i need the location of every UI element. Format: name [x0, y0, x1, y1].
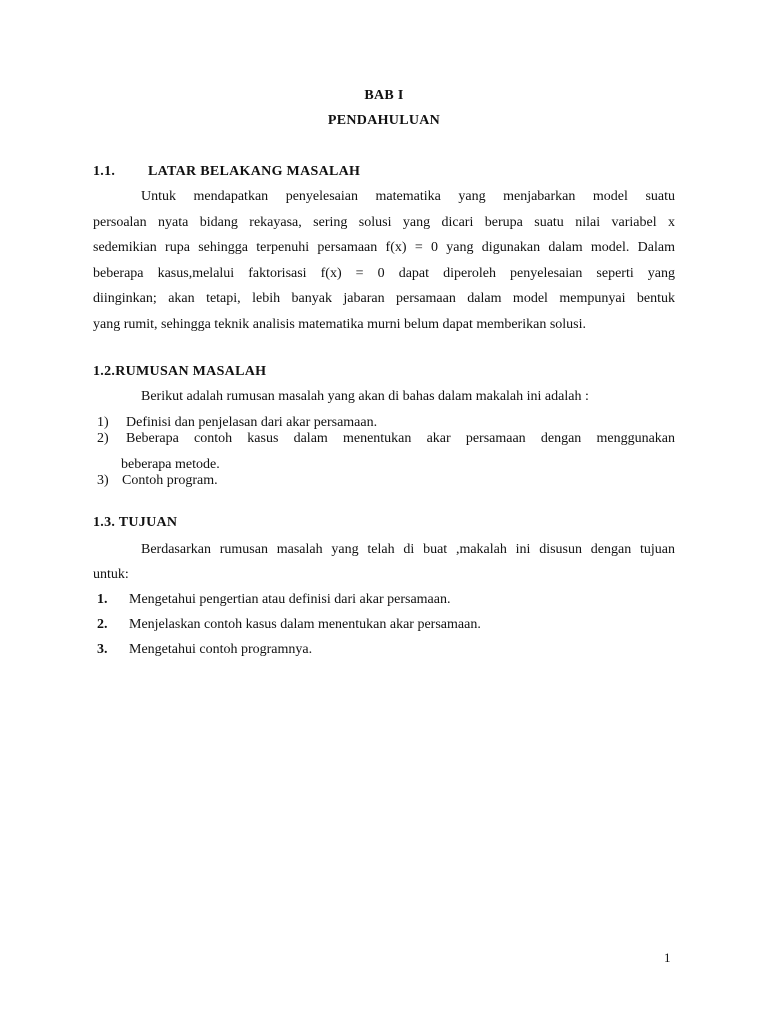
paragraph-line: yang rumit, sehingga teknik analisis matematika murni belum dapat memberikan solusi. [93, 316, 587, 332]
goal-number: 2. [97, 617, 108, 632]
chapter-title: BAB I [364, 88, 404, 103]
section-3-intro-continuation: untuk: [93, 567, 129, 582]
list-item-text: Beberapa contoh kasus dalam menentukan akar persamaan dengan menggunakan [126, 431, 675, 446]
goal-number: 3. [97, 642, 108, 657]
goal-text: Mengetahui contoh programnya. [129, 642, 313, 657]
goal-text: Mengetahui pengertian atau definisi dari akar persamaan. [129, 592, 451, 607]
section-1-paragraph [93, 184, 675, 337]
chapter-subtitle: PENDAHULUAN [327, 113, 441, 128]
page-number: 1 [664, 950, 671, 965]
section-3-intro: Berdasarkan rumusan masalah yang telah di buat ,makalah ini disusun dengan tujuan [141, 542, 675, 557]
paragraph-line: diinginkan; akan tetapi, lebih banyak jabaran persamaan dalam model mempunyai bentuk [93, 291, 675, 306]
section-3-heading: 1.3. TUJUAN [93, 515, 178, 530]
section-2-heading: 1.2.RUMUSAN MASALAH [93, 364, 267, 379]
list-item-text: Definisi dan penjelasan dari akar persamaan. [126, 415, 378, 430]
section-2-intro: Berikut adalah rumusan masalah yang akan di bahas dalam makalah ini adalah : [141, 389, 589, 404]
list-item-text: Contoh program. [122, 473, 218, 488]
paragraph-line: beberapa kasus,melalui faktorisasi f(x) = 0 dapat diperoleh penyelesaian seperti yang [93, 265, 675, 281]
section-1-number: 1.1. [93, 164, 116, 179]
paragraph-line: sedemikian rupa sehingga terpenuhi persamaan f(x) = 0 yang digunakan dalam model. Dalam [93, 240, 675, 255]
section-1-heading: LATAR BELAKANG MASALAH [148, 164, 361, 179]
list-number: 2) [97, 431, 109, 446]
goal-text: Menjelaskan contoh kasus dalam menentukan akar persamaan. [129, 617, 481, 632]
paragraph-line: Untuk mendapatkan penyelesaian matematika yang menjabarkan model suatu [141, 189, 675, 204]
list-item-continuation: beberapa metode. [121, 457, 220, 472]
goal-number: 1. [97, 592, 108, 607]
list-number: 3) [97, 473, 109, 488]
list-number: 1) [97, 415, 109, 430]
paragraph-line: persoalan nyata bidang rekayasa, sering solusi yang dicari berupa suatu nilai variabel x [93, 214, 675, 230]
